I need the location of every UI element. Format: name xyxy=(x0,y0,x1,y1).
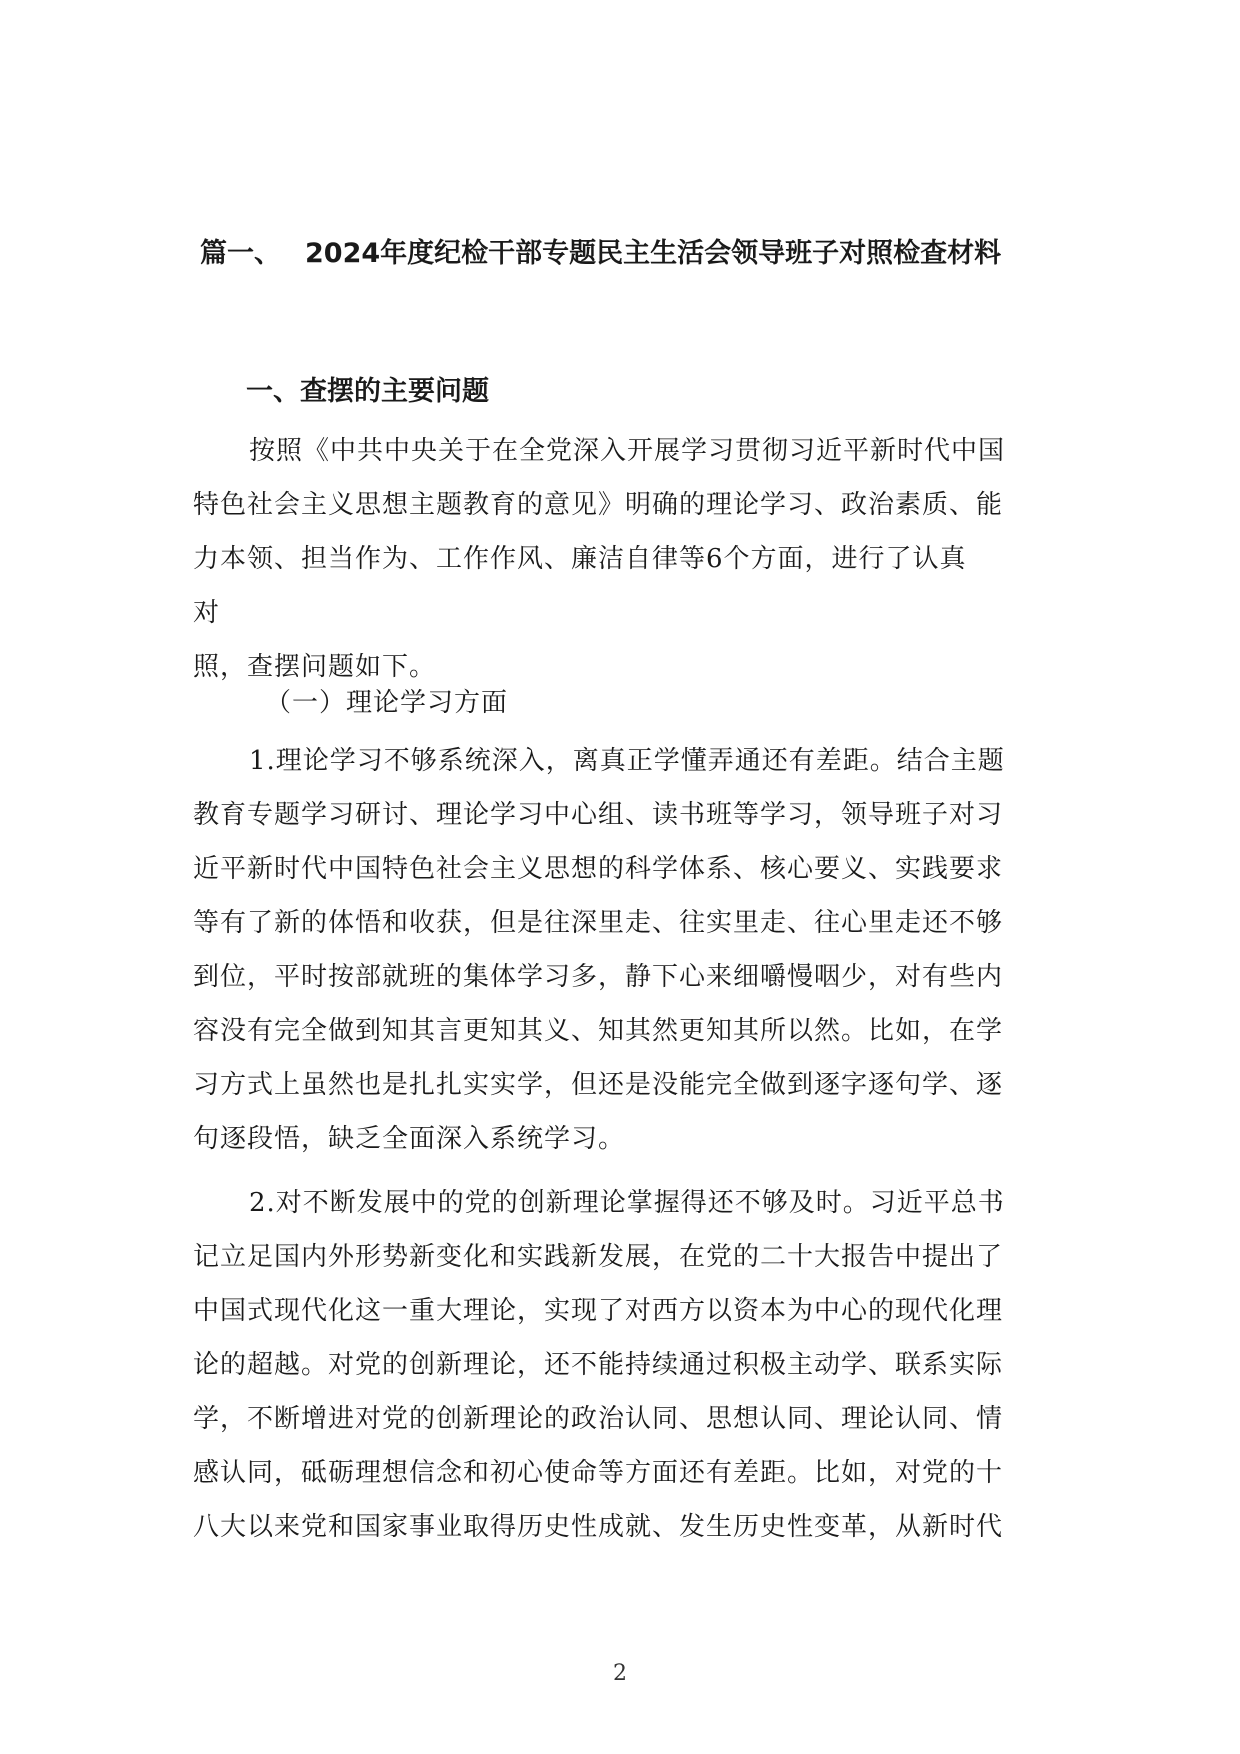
paragraph-line: 记立足国内外形势新变化和实践新发展，在党的二十大报告中提出了 xyxy=(193,1242,1004,1272)
paragraph-line: 到位，平时按部就班的集体学习多，静下心来细嚼慢咽少，对有些内 xyxy=(193,962,1004,992)
paragraph-line: 八大以来党和国家事业取得历史性成就、发生历史性变革，从新时代 xyxy=(193,1512,1004,1542)
paragraph-line: 等有了新的体悟和收获，但是往深里走、往实里走、往心里走还不够 xyxy=(193,908,1004,938)
paragraph-line: 近平新时代中国特色社会主义思想的科学体系、核心要义、实践要求 xyxy=(193,854,1004,884)
paragraph-2 xyxy=(193,1176,1050,1554)
intro-line: 力本领、担当作为、工作作风、廉洁自律等6个方面，进行了认真 xyxy=(193,544,967,574)
intro-line: 特色社会主义思想主题教育的意见》明确的理论学习、政治素质、能 xyxy=(193,490,1004,520)
page-number: 2 xyxy=(613,1661,627,1686)
title-prefix: 篇一、 xyxy=(200,238,281,269)
paragraph-line: 感认同，砥砺理想信念和初心使命等方面还有差距。比如，对党的十 xyxy=(193,1458,1004,1488)
document-title xyxy=(200,236,1060,272)
paragraph-line: 中国式现代化这一重大理论，实现了对西方以资本为中心的现代化理 xyxy=(193,1296,1004,1326)
paragraph-line: 2.对不断发展中的党的创新理论掌握得还不够及时。习近平总书 xyxy=(249,1188,1005,1218)
section-heading: 一、查摆的主要问题 xyxy=(246,376,489,407)
paragraph-line: 习方式上虽然也是扎扎实实学，但还是没能完全做到逐字逐句学、逐 xyxy=(193,1070,1004,1100)
intro-line: 按照《中共中央关于在全党深入开展学习贯彻习近平新时代中国 xyxy=(249,436,1006,466)
subheading-theory-study: （一）理论学习方面 xyxy=(265,688,509,718)
title-text: 2024年度纪检干部专题民主生活会领导班子对照检查材料 xyxy=(305,238,1002,269)
paragraph-line: 论的超越。对党的创新理论，还不能持续通过积极主动学、联系实际 xyxy=(193,1350,1004,1380)
paragraph-line: 1.理论学习不够系统深入，离真正学懂弄通还有差距。结合主题 xyxy=(249,746,1005,776)
paragraph-1 xyxy=(193,734,1050,1166)
paragraph-line: 教育专题学习研讨、理论学习中心组、读书班等学习，领导班子对习 xyxy=(193,800,1004,830)
intro-line: 照，查摆问题如下。 xyxy=(193,652,437,682)
paragraph-line: 容没有完全做到知其言更知其义、知其然更知其所以然。比如，在学 xyxy=(193,1016,1004,1046)
paragraph-line: 学，不断增进对党的创新理论的政治认同、思想认同、理论认同、情 xyxy=(193,1404,1004,1434)
intro-paragraph xyxy=(193,370,1050,694)
intro-line: 对 xyxy=(193,598,221,628)
paragraph-line: 句逐段悟，缺乏全面深入系统学习。 xyxy=(193,1124,626,1154)
